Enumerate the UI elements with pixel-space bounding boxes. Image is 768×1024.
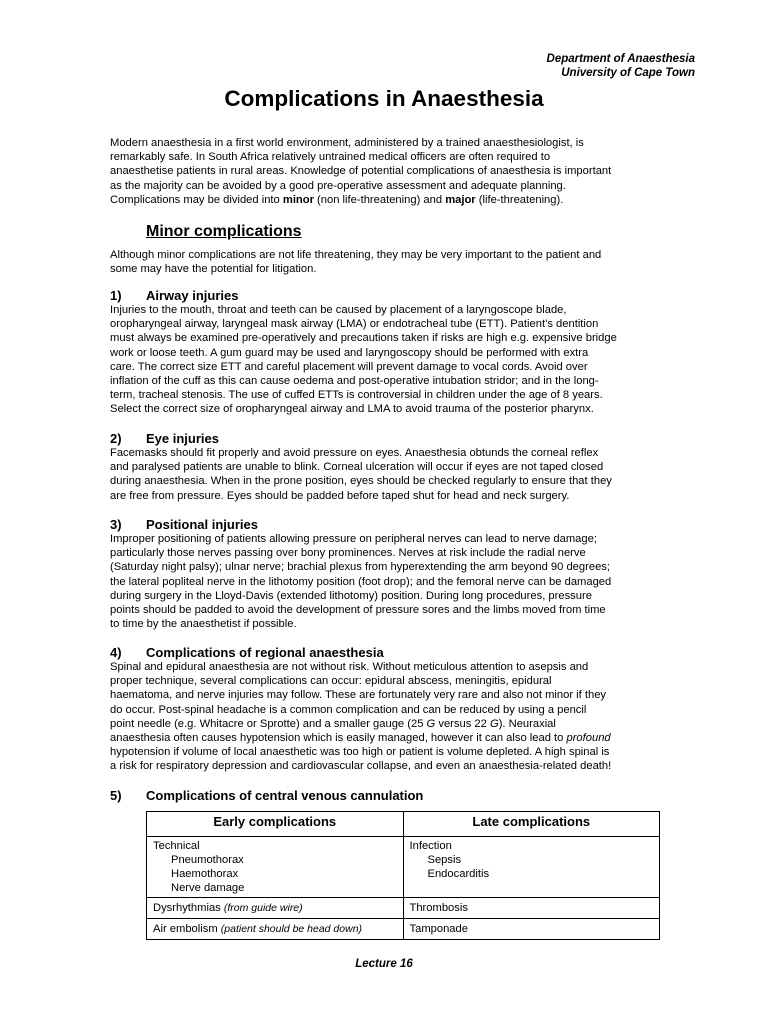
- section-heading-regional: [110, 645, 384, 660]
- minor-intro-paragraph: Although minor complications are not life threatening, they may be very important to the patient and some may have the potential for litigation.: [110, 249, 602, 276]
- table-header-late: Late complications: [403, 812, 660, 837]
- section-number: 3): [110, 517, 122, 532]
- page-footer: Lecture 16: [355, 958, 413, 970]
- department-name: Department of Anaesthesia: [546, 53, 695, 65]
- section-heading-airway: [110, 288, 238, 303]
- intro-paragraph: [110, 136, 700, 207]
- cell-item: Sepsis: [427, 854, 462, 866]
- intro-text-mid: (non life-threatening) and: [313, 193, 446, 206]
- table-cell: [403, 837, 660, 898]
- regional-text-c: ). Neuraxial anaesthesia often causes hypotension which is easily managed, however it can also lead to: [110, 717, 564, 745]
- section-title: Complications of central venous cannulation: [146, 788, 424, 803]
- section-title: Complications of regional anaesthesia: [146, 645, 384, 660]
- section-number: 5): [110, 788, 122, 803]
- cvc-complications-table: [146, 811, 660, 940]
- table-cell: Thrombosis: [403, 898, 660, 919]
- section-title: Positional injuries: [146, 517, 258, 532]
- cell-item: Pneumothorax: [171, 854, 244, 866]
- cell-item: Nerve damage: [171, 882, 245, 894]
- cell-item: Haemothorax: [171, 868, 239, 880]
- gauge-unit: G: [426, 717, 436, 730]
- table-row: [147, 919, 660, 940]
- profound-term: profound: [566, 732, 611, 745]
- cell-item: Endocarditis: [427, 868, 490, 880]
- cell-note: (from guide wire): [223, 902, 303, 914]
- major-term: major: [445, 193, 476, 206]
- section-text-regional: [110, 660, 700, 774]
- cell-title: Technical: [153, 840, 200, 852]
- gauge-unit: G: [489, 717, 499, 730]
- table-row: [147, 898, 660, 919]
- intro-text: Modern anaesthesia in a first world environment, administered by a trained anaesthesiologist, is remarkably safe. In South Africa relatively untrained medical officers are often required to anaesthetise patients in rural areas. Knowledge of potential complications of anaesthesia is important as the majority can be avoided by a good pre-operative assessment and adequate planning. Complications may be divided into: [110, 137, 612, 206]
- section-number: 2): [110, 431, 122, 446]
- table-header-row: [147, 812, 660, 837]
- table-cell: [147, 919, 404, 940]
- table-cell: [147, 837, 404, 898]
- section-text-airway: Injuries to the mouth, throat and teeth can be caused by placement of a laryngoscope blade, oropharyngeal airway, laryngeal mask airway (LMA) or endotracheal tube (ETT). Patient’s dentition must always be examined pre-operatively and precautions taken if risks are high e.g. expensive bridge work or loose teeth. A gum guard may be used and laryngoscopy should be performed with extra care. The correct size ETT and careful placement will prevent damage to vocal cords. Avoid over inflation of the cuff as this can cause oedema and post-operative intubation stridor; and in the long- term, tracheal stenosis. The use of cuffed ETTs is controversial in children under the age of 8 years. Select the correct size of oropharyngeal airway and LMA to avoid trauma of the posterior pharynx.: [110, 304, 617, 416]
- table-header-early: Early complications: [147, 812, 404, 837]
- table-row: [147, 837, 660, 898]
- minor-complications-heading: Minor complications: [146, 223, 302, 240]
- regional-text-d: hypotension if volume of local anaesthetic was too high or patient is volume depleted. A high spinal is a risk for respiratory depression and cardiovascular collapse, and even an anaesthesia-related death!: [110, 746, 612, 773]
- cell-item: Air embolism: [153, 923, 218, 935]
- university-name: University of Cape Town: [561, 67, 695, 79]
- cell-title: Infection: [409, 840, 452, 852]
- section-heading-eye: [110, 431, 219, 446]
- section-title: Airway injuries: [146, 288, 239, 303]
- regional-text-a: Spinal and epidural anaesthesia are not without risk. Without meticulous attention to asepsis and proper technique, several complications can occur: epidural abscess, meningitis, epidural haematoma, and nerve injuries may follow. These are fortunately very rare and also not minor if they do occur. Post-spinal headache is a common complication and can be reduced by using a pencil point needle (e.g. Whitacre or Sprotte) and a smaller gauge (25: [110, 661, 607, 730]
- cell-note: (patient should be head down): [220, 923, 363, 935]
- table-cell: [147, 898, 404, 919]
- section-title: Eye injuries: [146, 431, 219, 446]
- section-text-positional: Improper positioning of patients allowing pressure on peripheral nerves can lead to nerve damage; particularly those nerves passing over bony prominences. Nerves at risk include the radial nerve (Saturday night palsy); ulnar nerve; brachial plexus from hyperextending the arm beyond 90 degrees; the lateral popliteal nerve in the lithotomy position (foot drop); and the femoral nerve can be damaged during surgery in the Lloyd-Davis (extended lithotomy) position. During long procedures, pressure points should be padded to avoid the development of pressure sores and the limbs moved from time to time by the anaesthetist if possible.: [110, 533, 612, 631]
- minor-term: minor: [282, 193, 314, 206]
- regional-text-b: versus 22: [435, 717, 490, 730]
- cell-item: Dysrhythmias: [153, 902, 221, 914]
- section-number: 1): [110, 288, 122, 303]
- section-text-eye: Facemasks should fit properly and avoid pressure on eyes. Anaesthesia obtunds the corneal reflex and paralysed patients are unable to blink. Corneal ulceration will occur if eyes are not taped closed during anaesthesia. When in the prone position, eyes should be checked regularly to ensure that they are free from pressure. Eyes should be padded before taped shut for head and neck surgery.: [110, 447, 612, 502]
- intro-text-end: (life-threatening).: [475, 193, 564, 206]
- section-heading-cvc: [110, 788, 423, 803]
- section-number: 4): [110, 645, 122, 660]
- section-heading-positional: [110, 517, 258, 532]
- table-cell: Tamponade: [403, 919, 660, 940]
- department-header: [547, 52, 695, 80]
- document-title: Complications in Anaesthesia: [224, 86, 544, 111]
